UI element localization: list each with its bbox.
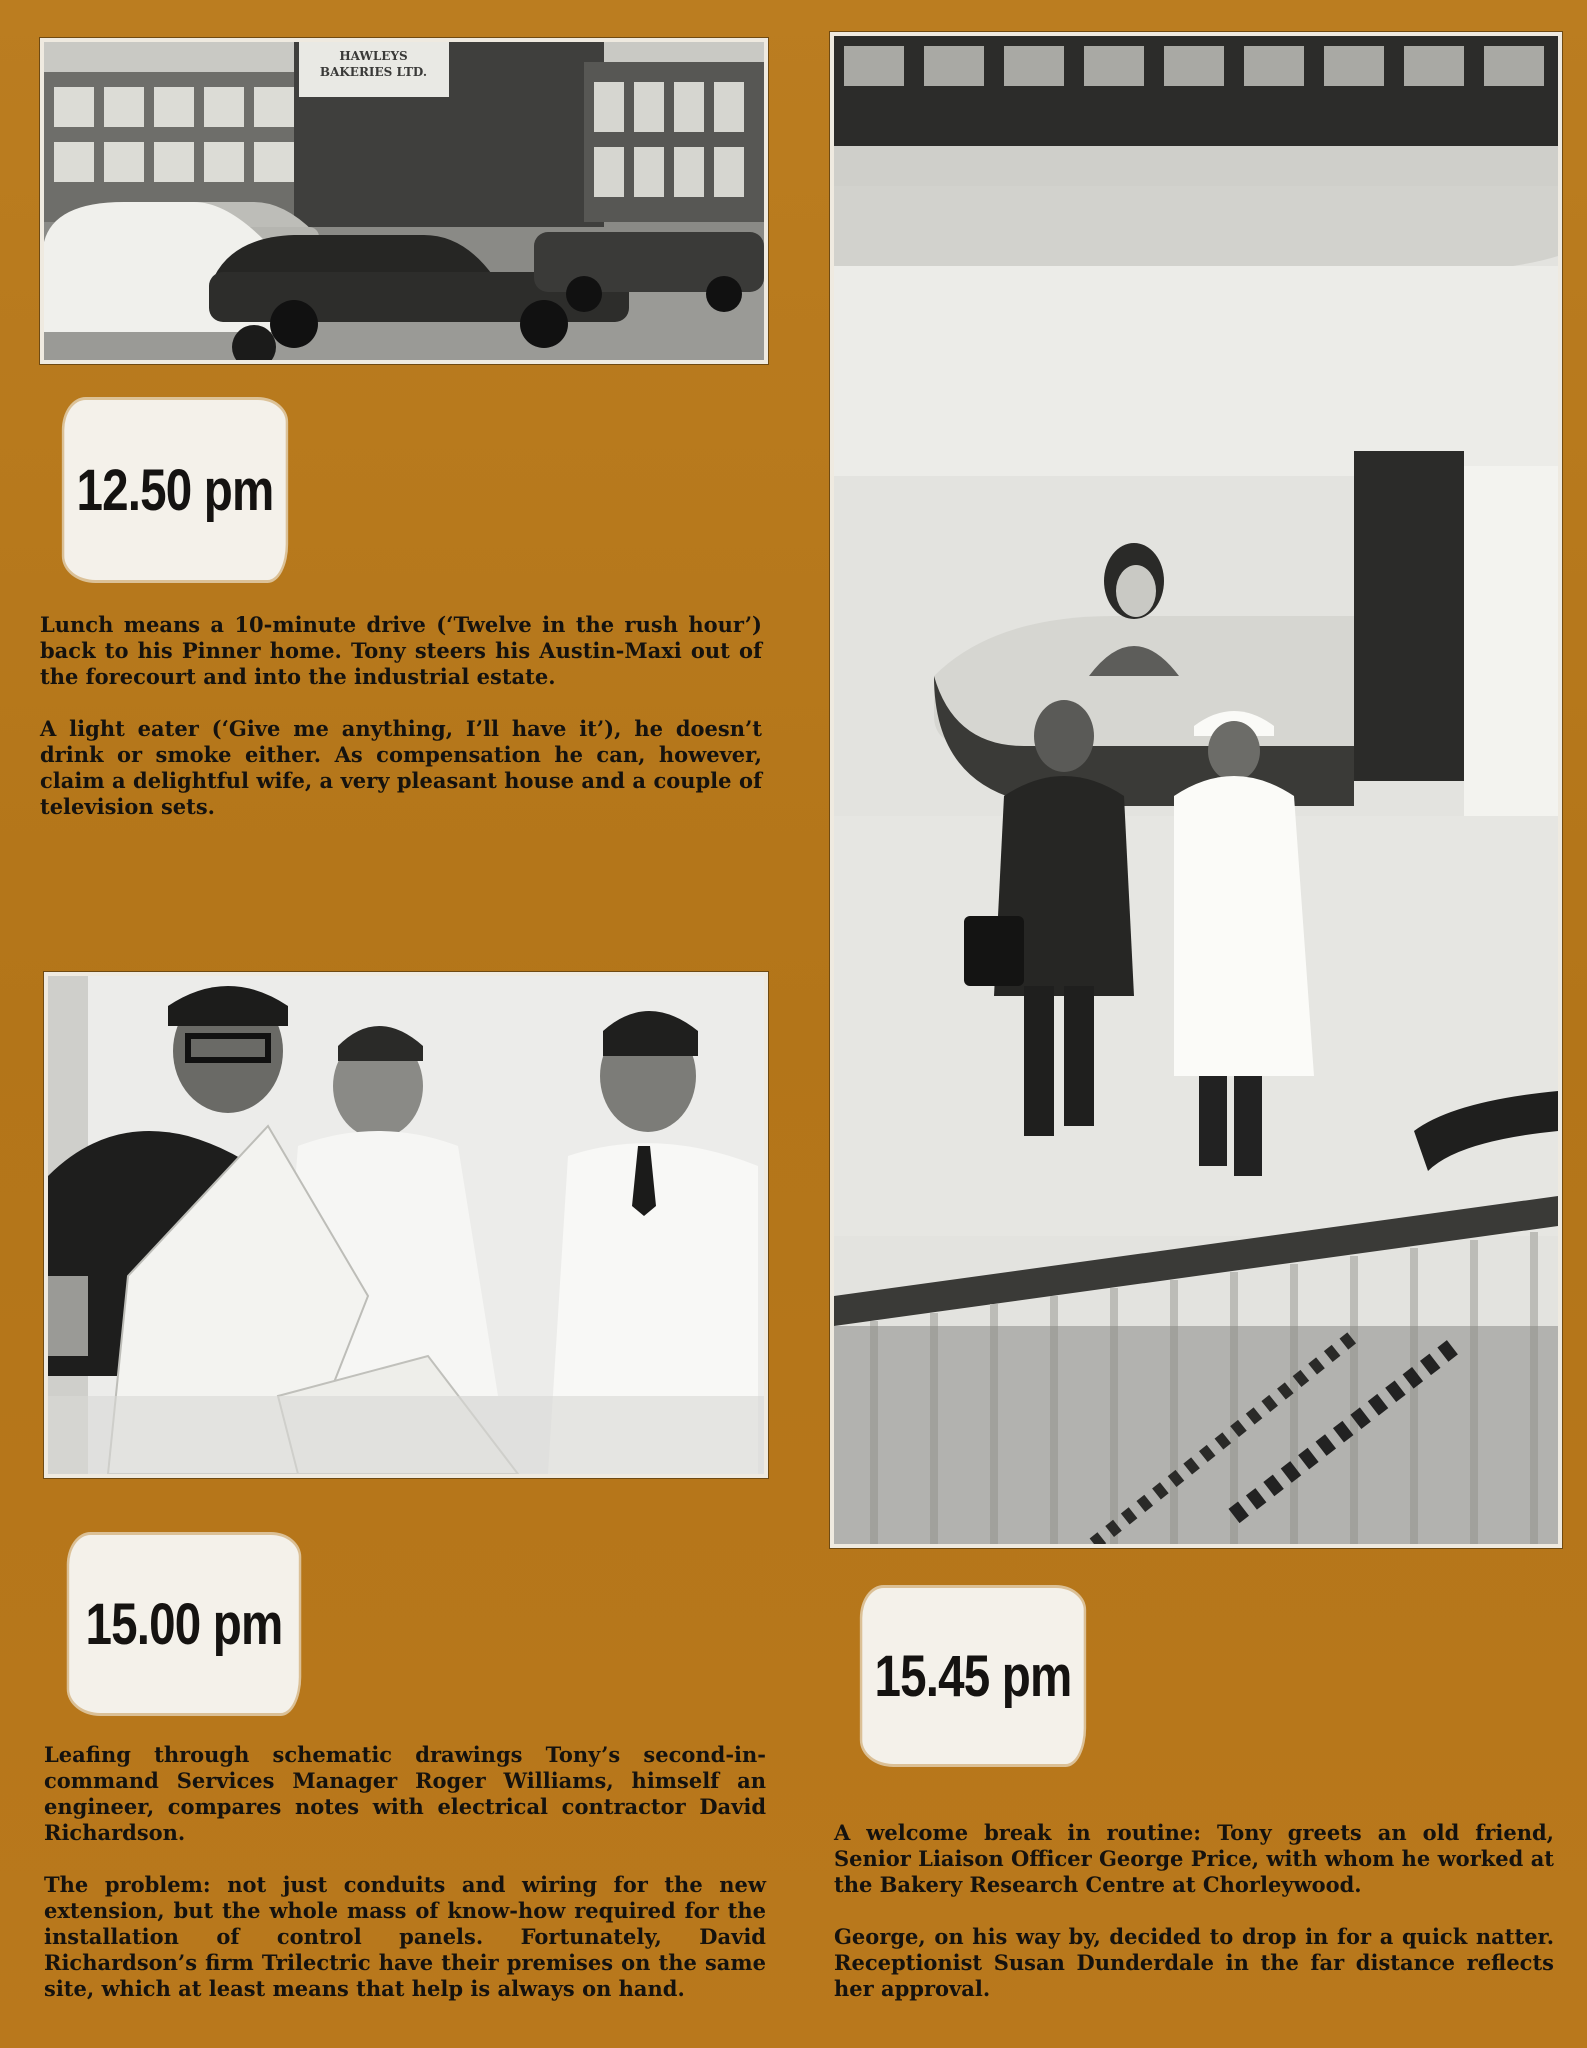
factory-photo-illustration <box>44 42 764 360</box>
time-card-1500 <box>69 1535 299 1713</box>
drawings-text <box>44 1742 766 2028</box>
factory-sign <box>306 48 441 80</box>
time-label-1500: 15.00 pm <box>85 1591 283 1657</box>
lunch-paragraph-2: A light eater (‘Give me anything, I’ll have it’), he doesn’t drink or smoke either. As compensation he can, however, claim a delightful wife, a very pleasant house and a couple of television sets. <box>40 716 762 819</box>
time-card-1250 <box>64 400 285 580</box>
friend-paragraph-1: A welcome break in routine: Tony greets an old friend, Senior Liaison Officer George Price, with whom he worked at the Bakery Research Centre at Chorleywood. <box>834 1820 1554 1897</box>
factory-sign-line2: BAKERIES LTD. <box>319 65 428 79</box>
time-card-1545 <box>862 1588 1083 1764</box>
photo-schematic-drawings <box>44 972 768 1478</box>
drawings-paragraph-2: The problem: not just conduits and wiring for the new extension, but the whole mass of know-how required for the installation of control panels. Fortunately, David Richardson’s firm Trilectric have their premises on the same site, which at least means that help is always on hand. <box>44 1872 766 2001</box>
factory-sign-line1: HAWLEYS <box>339 49 408 63</box>
reception-photo-illustration <box>834 36 1558 1544</box>
lunch-paragraph-1: Lunch means a 10-minute drive (‘Twelve in the rush hour’) back to his Pinner home. Tony steers his Austin-Maxi out of the forecourt and into the industrial estate. <box>40 612 762 689</box>
photo-reception <box>830 32 1562 1548</box>
time-label-1545: 15.45 pm <box>874 1643 1072 1709</box>
drawings-paragraph-1: Leafing through schematic drawings Tony’s second-in-command Services Manager Roger Williams, himself an engineer, compares notes with electrical contractor David Richardson. <box>44 1742 766 1845</box>
friend-paragraph-2: George, on his way by, decided to drop in for a quick natter. Receptionist Susan Dunderdale in the far distance reflects her approval. <box>834 1924 1554 2001</box>
friend-text <box>834 1820 1554 2028</box>
drawings-photo-illustration <box>48 976 764 1474</box>
lunch-text <box>40 612 762 846</box>
time-label-1250: 12.50 pm <box>76 457 274 523</box>
photo-factory-forecourt <box>40 38 768 364</box>
